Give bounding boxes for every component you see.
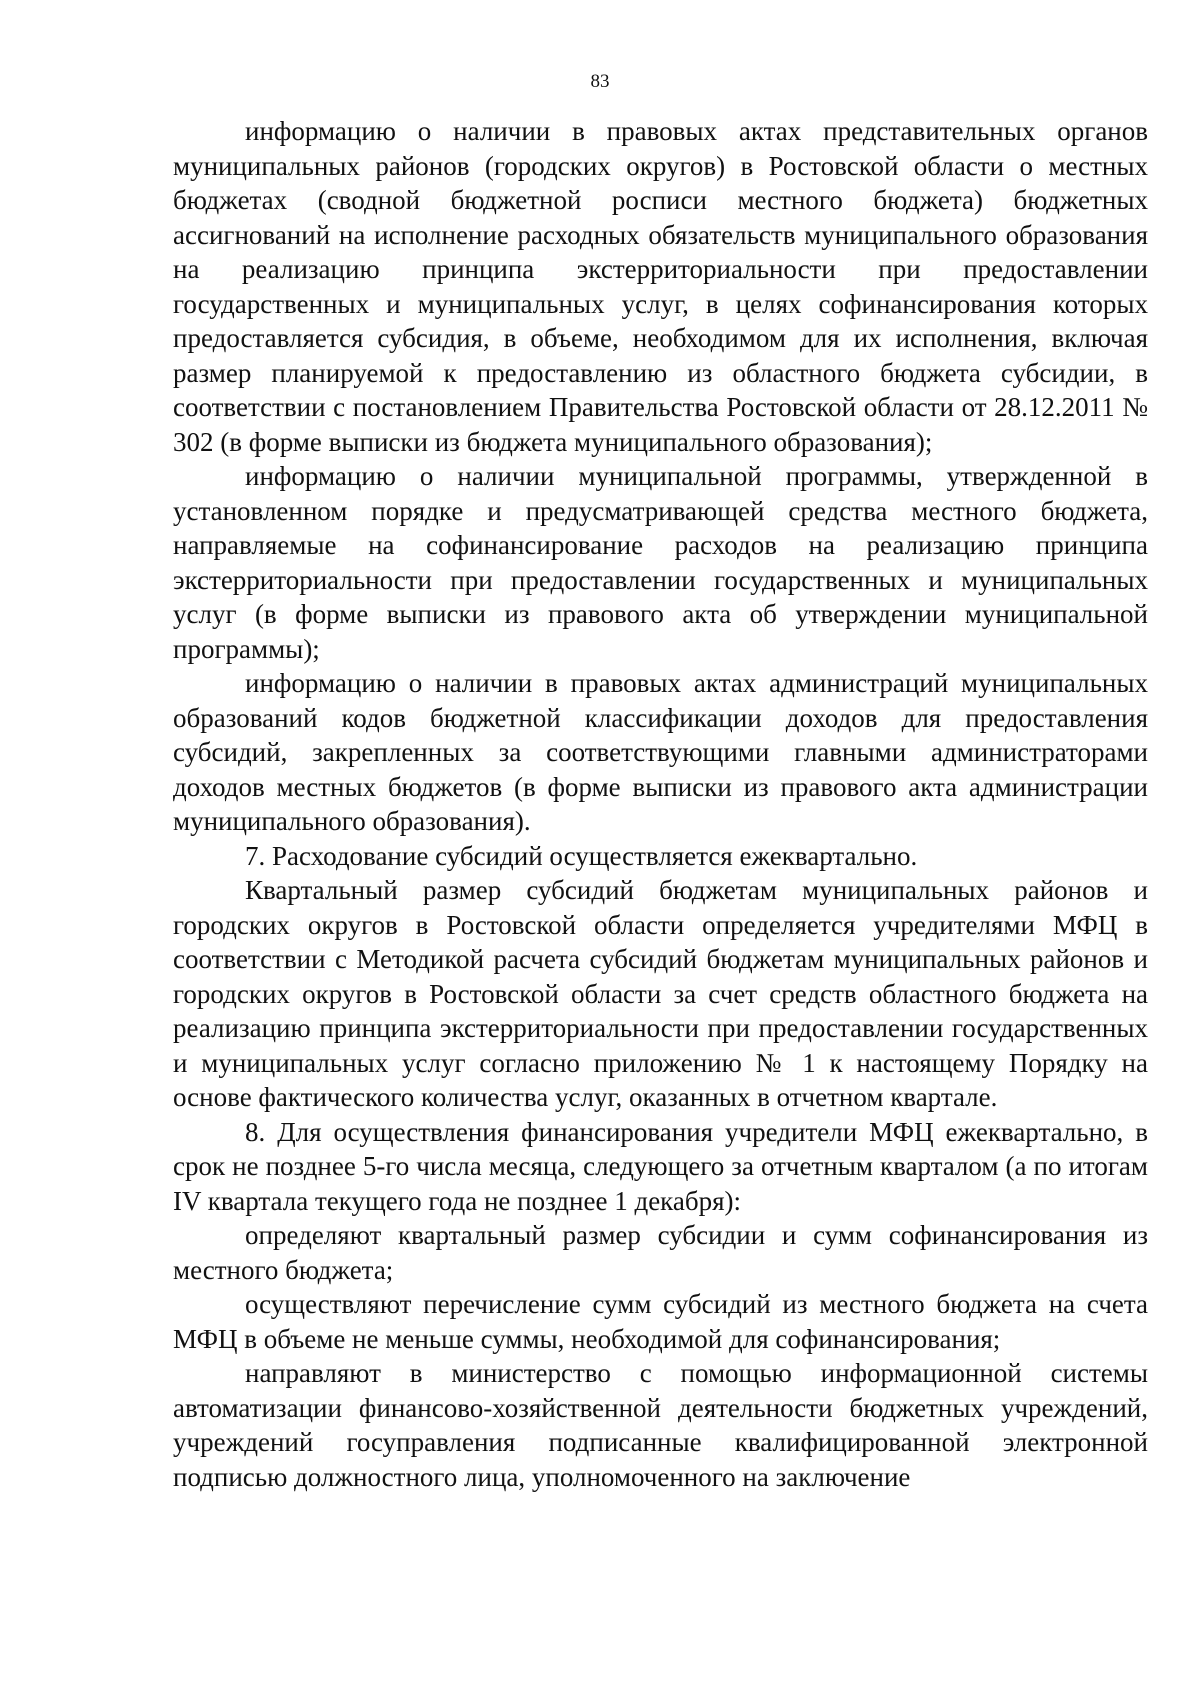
paragraph-item-7: 7. Расходование субсидий осуществляется ежеквартально. [245,840,918,871]
paragraph-quarterly-amount: Квартальный размер субсидий бюджетам муниципальных районов и городских округов в Ростовской области определяется учредителями МФЦ в соответствии с Методикой расчета субсидий бюджетам муниципальных районов и городских округов в Ростовской области за счет средств областного бюджета на реализацию принципа экстерриториальности при предоставлении государственных и муниципальных услуг согласно приложению № 1 к настоящему Порядку на основе фактического количества услуг, оказанных в отчетном квартале. [173,875,1148,1112]
document-body [173,114,1148,1494]
page-number: 83 [590,71,610,92]
paragraph-transfer: осуществляют перечисление сумм субсидий из местного бюджета на счета МФЦ в объеме не меньше суммы, необходимой для софинансирования; [173,1289,1148,1354]
paragraph-municipal-program: информацию о наличии муниципальной программы, утвержденной в установленном порядке и предусматривающей средства местного бюджета, направляемые на софинансирование расходов на реализацию принципа экстерриториальности при предоставлении государственных и муниципальных услуг (в форме выписки из правового акта об утверждении муниципальной программы); [173,461,1148,664]
paragraph-send-to-ministry: направляют в министерство с помощью информационной системы автоматизации финансово-хозяйственной деятельности бюджетных учреждений, учреждений госуправления подписанные квалифицированной электронной подписью должностного лица, уполномоченного на заключение [173,1358,1148,1492]
paragraph-item-8: 8. Для осуществления финансирования учредители МФЦ ежеквартально, в срок не позднее 5-го числа месяца, следующего за отчетным кварталом (а по итогам IV квартала текущего года не позднее 1 декабря): [173,1116,1148,1216]
paragraph-budget-info: информацию о наличии в правовых актах представительных органов муниципальных районов (городских округов) в Ростовской области о местных бюджетах (сводной бюджетной росписи местного бюджета) бюджетных ассигнований на исполнение расходных обязательств муниципального образования на реализацию принципа экстерриториальности при предоставлении государственных и муниципальных услуг, в целях софинансирования которых предоставляется субсидия, в объеме, необходимом для их исполнения, включая размер планируемой к предоставлению из областного бюджета субсидии, в соответствии с постановлением Правительства Ростовской области от 28.12.2011 № 302 (в форме выписки из бюджета муниципального образования); [173,116,1148,457]
paragraph-determine: определяют квартальный размер субсидии и сумм софинансирования из местного бюджета; [173,1220,1148,1285]
paragraph-classification-codes: информацию о наличии в правовых актах администраций муниципальных образований кодов бюджетной классификации доходов для предоставления субсидий, закрепленных за соответствующими главными администраторами доходов местных бюджетов (в форме выписки из правового акта администрации муниципального образования). [173,668,1148,836]
